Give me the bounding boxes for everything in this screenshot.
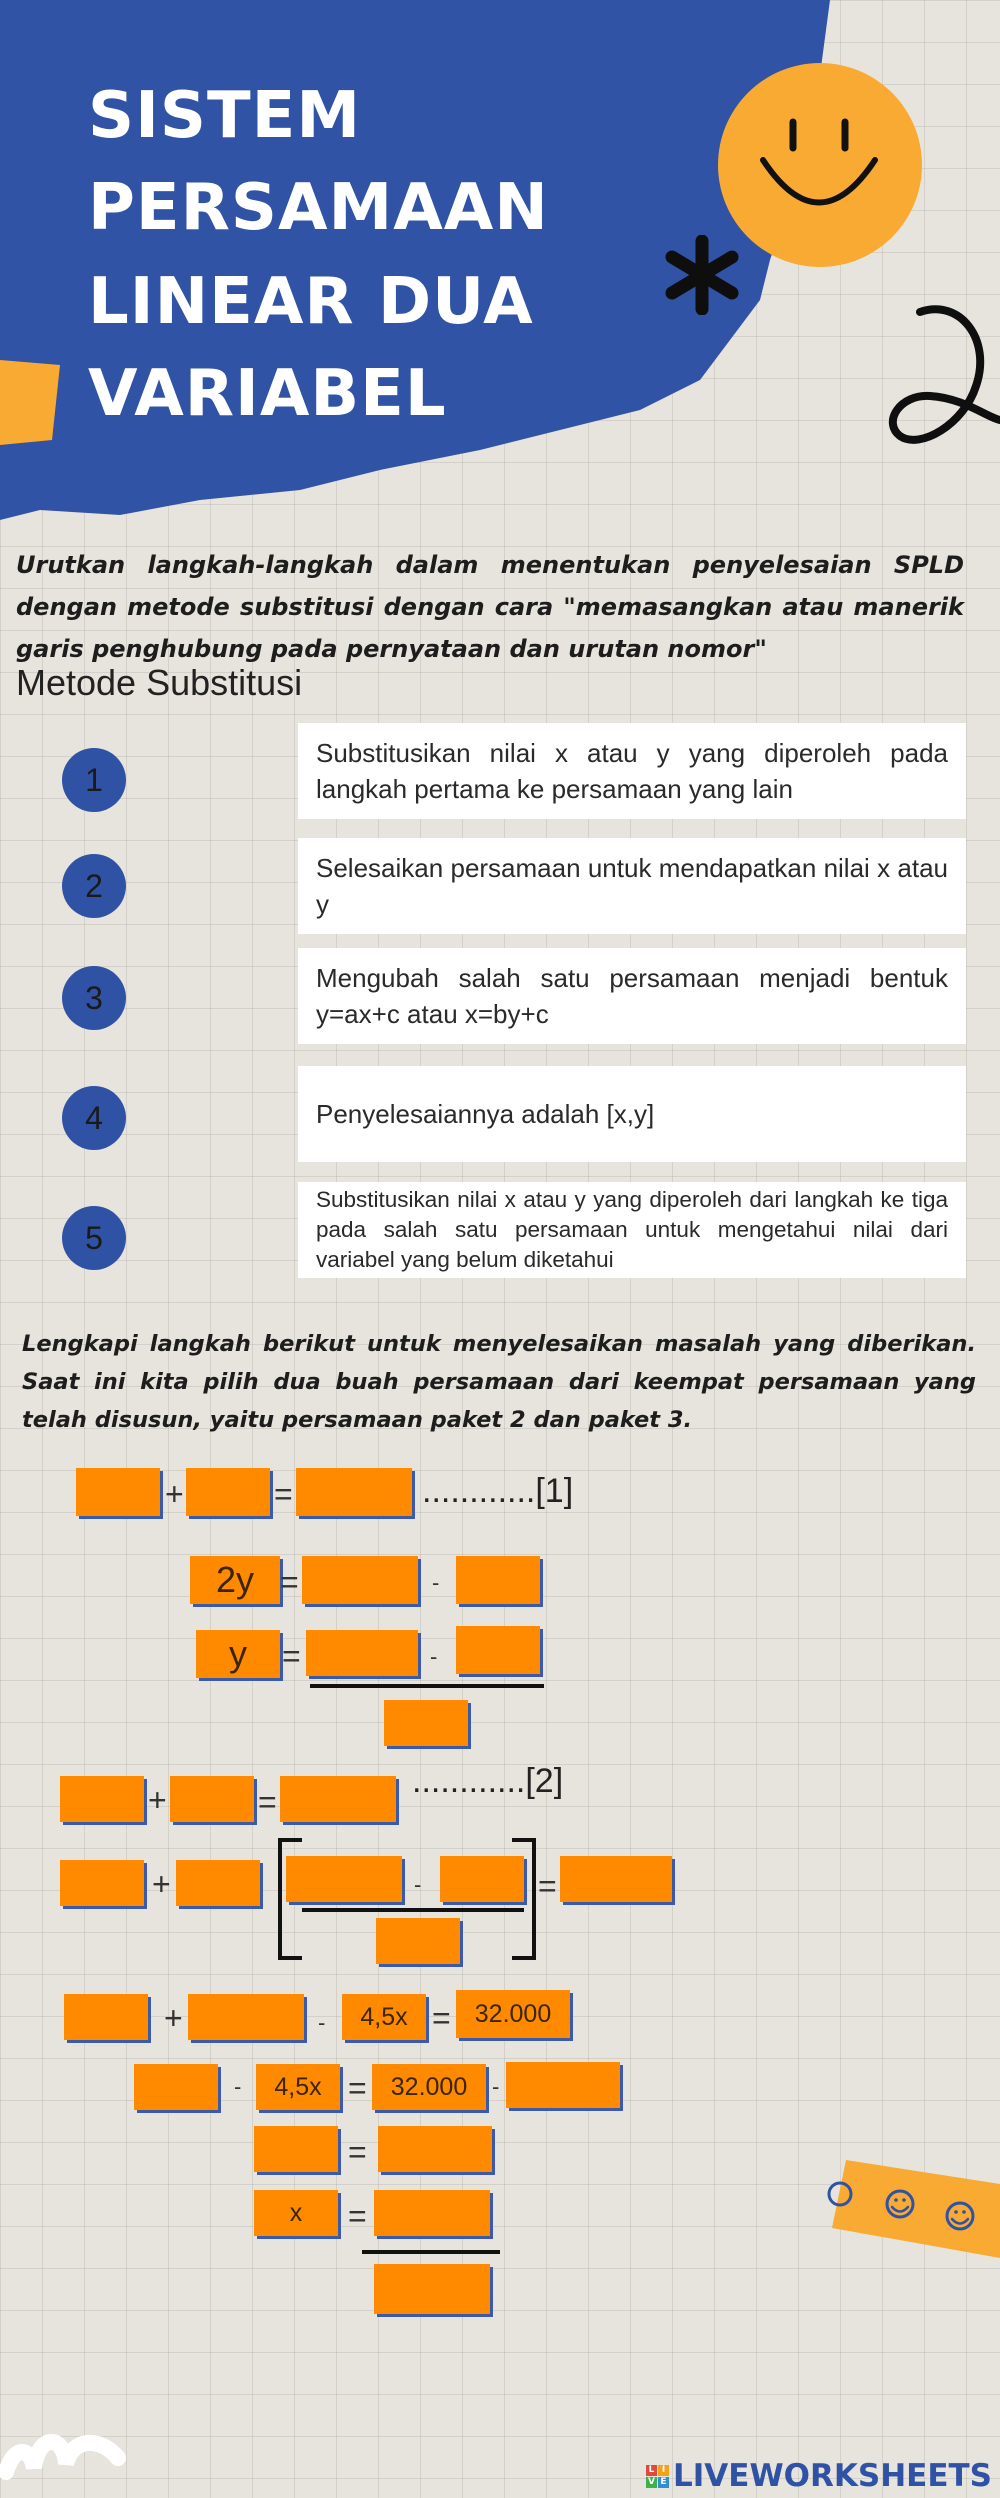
title-line-2: PERSAMAAN — [88, 171, 549, 245]
answer-box[interactable] — [296, 1468, 412, 1516]
smiley-icon — [715, 60, 925, 270]
step-statement-4[interactable]: Penyelesaiannya adalah [x,y] — [298, 1066, 966, 1162]
white-squiggle-icon — [0, 2416, 130, 2498]
fraction-line — [310, 1684, 544, 1688]
answer-box[interactable] — [170, 1776, 254, 1822]
title-line-3: LINEAR DUA — [88, 265, 534, 339]
step-number-1[interactable]: 1 — [62, 748, 126, 812]
equation-ref-1: ............[1] — [422, 1472, 574, 1510]
step-number-2[interactable]: 2 — [62, 854, 126, 918]
equation-ref-2: ............[2] — [412, 1762, 564, 1800]
minus-sign: - — [492, 2074, 500, 2099]
answer-box[interactable] — [254, 2126, 338, 2172]
instruction-text-1: Urutkan langkah-langkah dalam menentukan penyelesaian SPLD dengan metode substitusi dengan cara "memasangkan atau manerik garis penghubung pada pernyataan dan urutan nomor" — [16, 551, 964, 663]
equals-sign: = — [348, 2198, 367, 2234]
answer-box[interactable] — [384, 1700, 468, 1746]
step-statement-2[interactable]: Selesaikan persamaan untuk mendapatkan nilai x atau y — [298, 838, 966, 934]
brand-name: LIVEWORKSHEETS — [673, 2458, 992, 2494]
answer-box[interactable] — [456, 1556, 540, 1604]
constant-32000: 32.000 — [456, 1990, 570, 2038]
plus-sign: + — [164, 2000, 183, 2036]
method-title: Metode Substitusi — [16, 662, 303, 703]
answer-box[interactable] — [506, 2062, 620, 2108]
equals-sign: = — [282, 1638, 301, 1674]
answer-box[interactable] — [378, 2126, 492, 2172]
title-line-1: SISTEM — [88, 79, 362, 153]
answer-box[interactable] — [134, 2064, 218, 2110]
answer-box[interactable] — [176, 1860, 260, 1906]
answer-box[interactable] — [456, 1626, 540, 1674]
answer-box[interactable] — [560, 1856, 672, 1902]
squiggle-icon — [880, 300, 1000, 460]
step-number-5[interactable]: 5 — [62, 1206, 126, 1270]
answer-box[interactable] — [76, 1468, 160, 1516]
step-number-4[interactable]: 4 — [62, 1086, 126, 1150]
equals-sign: = — [348, 2070, 367, 2106]
answer-box[interactable] — [376, 1918, 460, 1964]
orange-tape-left — [0, 360, 60, 445]
answer-box[interactable] — [374, 2190, 490, 2236]
step-number-3[interactable]: 3 — [62, 966, 126, 1030]
minus-sign: - — [318, 2010, 326, 2035]
equals-sign: = — [280, 1564, 299, 1600]
answer-box[interactable] — [60, 1776, 144, 1822]
minus-sign: - — [432, 1570, 440, 1595]
plus-sign: + — [165, 1476, 184, 1512]
liveworksheets-logo — [646, 2458, 992, 2494]
plus-sign: + — [152, 1866, 171, 1902]
fraction-line — [302, 1908, 524, 1912]
equals-sign: = — [258, 1784, 277, 1820]
smiley-tape-icon — [826, 2154, 1000, 2258]
step-statement-5[interactable]: Substitusikan nilai x atau y yang diperoleh dari langkah ke tiga pada salah satu persamaan untuk mengetahui nilai dari variabel yang belum diketahui — [298, 1182, 966, 1278]
term-4-5x: 4,5x — [342, 1994, 426, 2040]
brand-mark-icon: L I V E — [646, 2465, 669, 2488]
equals-sign: = — [538, 1868, 557, 1904]
answer-box[interactable] — [306, 1630, 418, 1676]
answer-box[interactable] — [186, 1468, 270, 1516]
term-x: x — [254, 2190, 338, 2236]
constant-32000: 32.000 — [372, 2064, 486, 2110]
term-4-5x: 4,5x — [256, 2064, 340, 2110]
term-2y: 2y — [190, 1556, 280, 1604]
equals-sign: = — [432, 2000, 451, 2036]
minus-sign: - — [414, 1872, 422, 1897]
step-statement-3[interactable]: Mengubah salah satu persamaan menjadi bentuk y=ax+c atau x=by+c — [298, 948, 966, 1044]
term-y: y — [196, 1630, 280, 1678]
equals-sign: = — [348, 2134, 367, 2170]
answer-box[interactable] — [280, 1776, 396, 1822]
step-statement-1[interactable]: Substitusikan nilai x atau y yang diperoleh pada langkah pertama ke persamaan yang lain — [298, 723, 966, 819]
answer-box[interactable] — [440, 1856, 524, 1902]
equals-sign: = — [274, 1476, 293, 1512]
fraction-line — [362, 2250, 500, 2254]
answer-box[interactable] — [64, 1994, 148, 2040]
answer-box[interactable] — [286, 1856, 402, 1902]
answer-box[interactable] — [188, 1994, 304, 2040]
instruction-text-2: Lengkapi langkah berikut untuk menyelesaikan masalah yang diberikan. Saat ini kita pilih dua buah persamaan dari keempat persamaan yang telah disusun, yaitu persamaan paket 2 dan paket 3. — [22, 1331, 976, 1433]
minus-sign: - — [430, 1644, 438, 1669]
title-line-4: VARIABEL — [88, 357, 447, 431]
plus-sign: + — [148, 1782, 167, 1818]
answer-box[interactable] — [374, 2264, 490, 2314]
minus-sign: - — [234, 2074, 242, 2099]
answer-box[interactable] — [60, 1860, 144, 1906]
answer-box[interactable] — [302, 1556, 418, 1604]
asterisk-icon — [662, 235, 742, 315]
